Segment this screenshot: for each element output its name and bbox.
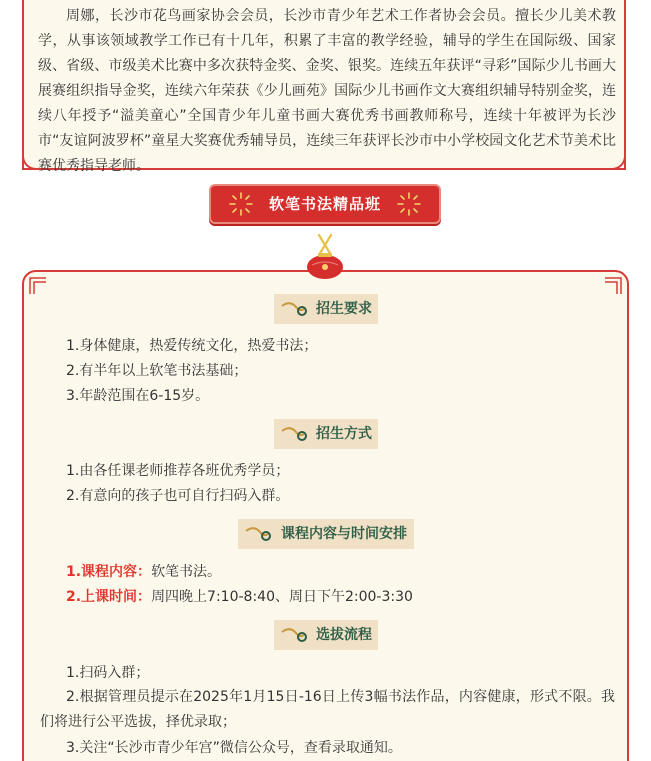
enrollment-info-card xyxy=(22,270,629,761)
section-title-course: 课程内容与时间安排 xyxy=(238,519,414,549)
class-title: 软笔书法精品班 xyxy=(268,195,381,213)
teacher-bio-card xyxy=(22,0,626,174)
course-content-value: 软笔书法。 xyxy=(151,564,222,580)
corner-ornament-icon xyxy=(28,276,48,296)
method-item: 2.有意向的孩子也可自行扫码入群。 xyxy=(66,488,290,504)
corner-ornament-icon xyxy=(603,276,623,296)
corner-ornament-icon xyxy=(22,156,36,170)
requirement-item: 1.身体健康，热爱传统文化，热爱书法； xyxy=(66,338,318,354)
course-time-label: 2.上课时间： xyxy=(66,589,152,605)
section-title-method: 招生方式 xyxy=(274,419,378,449)
requirement-item: 2.有半年以上软笔书法基础； xyxy=(66,363,248,379)
section-title-selection: 选拔流程 xyxy=(274,620,378,650)
class-title-banner xyxy=(209,184,441,224)
course-time-line xyxy=(66,587,413,607)
scroll-swirl-icon xyxy=(280,624,310,646)
requirement-item: 3.年龄范围在6-15岁。 xyxy=(66,388,210,404)
selection-step: 1.扫码入群； xyxy=(66,665,150,681)
course-time-value: 周四晚上7:10-8:40、周日下午2:00-3:30 xyxy=(151,589,413,605)
lantern-knot-icon xyxy=(302,233,348,283)
course-content-line xyxy=(66,562,221,582)
scroll-swirl-icon xyxy=(244,523,274,545)
selection-step: 2.根据管理员提示在2025年1月15日-16日上传3幅书法作品，内容健康，形式不限。我们将进行公平选拔，择优录取； xyxy=(40,689,615,730)
firework-icon xyxy=(396,191,422,217)
selection-step: 3.关注“长沙市青少年宫”微信公众号，查看录取通知。 xyxy=(66,740,402,756)
course-content-label: 1.课程内容： xyxy=(66,564,152,580)
scroll-swirl-icon xyxy=(280,298,310,320)
teacher-bio-text: 周娜，长沙市花鸟画家协会会员，长沙市青少年艺术工作者协会会员。擅长少儿美术教学，从事该领域教学工作已有十几年，积累了丰富的教学经验，辅导的学生在国际级、国家级、省级、市级美术比赛中多次获特金奖、金奖、银奖。连续五年获评“寻彩”国际少儿书画大展赛组织指导金奖，连续六年荣获《少儿画苑》国际少儿书画作文大赛组织辅导特别金奖，连续八年授予“溢美童心”全国青少年儿童书画大赛优秀书画教师称号，连续十年被评为长沙市“友谊阿波罗杯”童星大奖赛优秀辅导员，连续三年获评长沙市中小学校园文化艺术节美术比赛优秀指导老师。 xyxy=(38,8,616,174)
section-title-requirements: 招生要求 xyxy=(274,294,378,324)
method-item: 1.由各任课老师推荐各班优秀学员； xyxy=(66,463,290,479)
scroll-swirl-icon xyxy=(280,423,310,445)
